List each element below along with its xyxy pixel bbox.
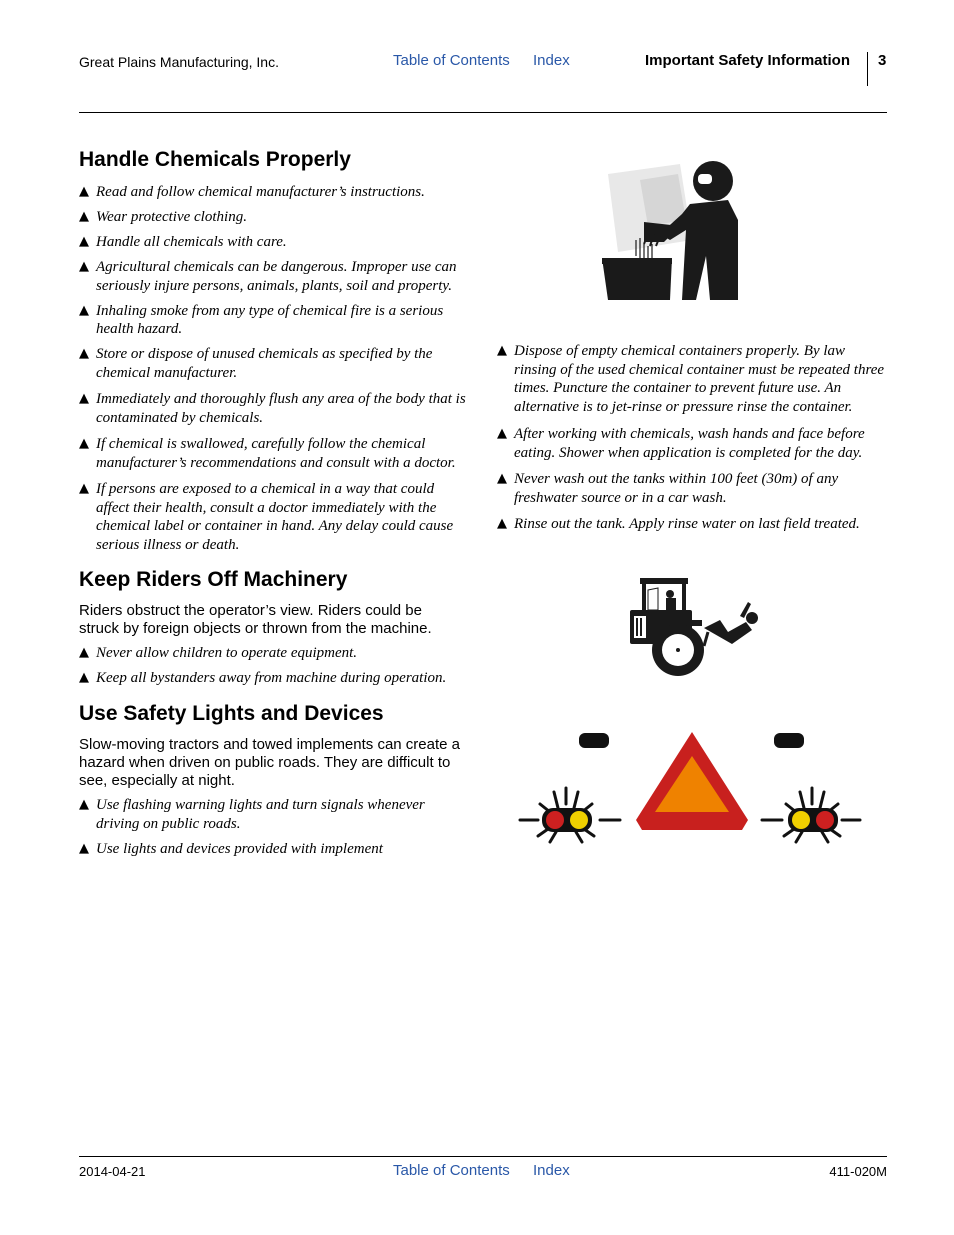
list-item: ▲ Read and follow chemical manufacturer’s instructions. bbox=[79, 184, 425, 200]
warning-triangle-icon: ▲ bbox=[79, 234, 89, 249]
list-item: ▲ If persons are exposed to a chemical in a way that could affect their health, consult a doctor immediately with the chemical label or container in hand. Any delay could cause serious illness or death. bbox=[79, 481, 454, 553]
warning-triangle-icon: ▲ bbox=[79, 302, 89, 318]
chemicals-bullets-left bbox=[79, 183, 471, 554]
footer-doc-number: 411-020M bbox=[829, 1164, 887, 1179]
warning-triangle-icon: ▲ bbox=[497, 516, 507, 531]
list-item: ▲ After working with chemicals, wash hands and face before eating. Shower when application is completed for the day. bbox=[497, 426, 865, 461]
chemicals-bullets-right bbox=[497, 342, 887, 534]
warning-triangle-icon: ▲ bbox=[79, 391, 89, 406]
amber-marker-left bbox=[579, 733, 609, 748]
lights-heading: Use Safety Lights and Devices bbox=[79, 702, 384, 725]
riders-intro: Riders obstruct the operator’s view. Riders could be struck by foreign objects or thrown from the machine. bbox=[79, 602, 432, 637]
warning-triangle-icon: ▲ bbox=[79, 346, 89, 361]
warning-triangle-icon: ▲ bbox=[79, 670, 89, 685]
lights-intro: Slow-moving tractors and towed implements can create a hazard when driven on public roads. They are difficult to see, especially at night. bbox=[79, 736, 461, 789]
amber-marker-right bbox=[774, 733, 804, 748]
warning-triangle-icon: ▲ bbox=[79, 797, 89, 812]
list-item: ▲ Inhaling smoke from any type of chemical fire is a serious health hazard. bbox=[79, 302, 444, 337]
header-section-title: Important Safety Information bbox=[645, 52, 851, 69]
footer-rule bbox=[79, 1156, 887, 1157]
list-item: ▲ Never allow children to operate equipment. bbox=[79, 645, 358, 661]
riders-heading: Keep Riders Off Machinery bbox=[79, 568, 348, 591]
warning-triangle-icon: ▲ bbox=[79, 209, 89, 224]
footer-toc-link[interactable]: Table of Contents bbox=[393, 1162, 510, 1179]
list-item: ▲ Store or dispose of unused chemicals as specified by the chemical manufacturer. bbox=[79, 346, 433, 381]
page-number: 3 bbox=[878, 52, 887, 69]
list-item: ▲ Rinse out the tank. Apply rinse water on last field treated. bbox=[497, 516, 860, 532]
smv-emblem-icon bbox=[636, 732, 748, 830]
chemical-handling-icon bbox=[600, 160, 740, 302]
list-item: ▲ Handle all chemicals with care. bbox=[79, 234, 287, 250]
warning-triangle-icon: ▲ bbox=[79, 840, 89, 856]
list-item: ▲ Use flashing warning lights and turn signals whenever driving on public roads. bbox=[79, 797, 425, 832]
header-rule bbox=[79, 112, 887, 113]
header-company: Great Plains Manufacturing, Inc. bbox=[79, 54, 279, 70]
chemicals-heading: Handle Chemicals Properly bbox=[79, 148, 351, 171]
list-item: ▲ Agricultural chemicals can be dangerous. Improper use can seriously injure persons, animals, plants, soil and property. bbox=[79, 259, 457, 294]
footer-date: 2014-04-21 bbox=[79, 1164, 146, 1179]
tractor-rider-icon bbox=[628, 576, 762, 678]
list-item: ▲ Dispose of empty chemical containers properly. By law rinsing of the used chemical container must be repeated three times. Puncture the container to prevent future use. An alternative is to jet-rinse or pressure rinse the container. bbox=[497, 343, 885, 415]
warning-triangle-icon: ▲ bbox=[79, 184, 89, 199]
warning-triangle-icon: ▲ bbox=[497, 471, 507, 486]
safety-lights-illustration bbox=[516, 728, 866, 848]
warning-triangle-icon: ▲ bbox=[79, 259, 89, 274]
warning-triangle-icon: ▲ bbox=[79, 481, 89, 496]
list-item: ▲ If chemical is swallowed, carefully follow the chemical manufacturer’s recommendations and consult with a doctor. bbox=[79, 436, 456, 471]
footer-index-link[interactable]: Index bbox=[533, 1162, 570, 1179]
warning-triangle-icon: ▲ bbox=[497, 343, 507, 358]
lights-bullets bbox=[79, 796, 471, 858]
warning-triangle-icon: ▲ bbox=[79, 436, 89, 451]
riders-bullets bbox=[79, 644, 471, 688]
warning-triangle-icon: ▲ bbox=[79, 645, 89, 660]
list-item: ▲ Keep all bystanders away from machine during operation. bbox=[79, 670, 447, 686]
list-item: ▲ Use lights and devices provided with implement bbox=[79, 840, 383, 857]
header-index-link[interactable]: Index bbox=[533, 52, 570, 69]
warning-triangle-icon: ▲ bbox=[497, 426, 507, 441]
list-item: ▲ Never wash out the tanks within 100 feet (30m) of any freshwater source or in a car wash. bbox=[497, 471, 839, 506]
header-toc-link[interactable]: Table of Contents bbox=[393, 52, 510, 69]
header-divider bbox=[867, 52, 868, 86]
list-item: ▲ Wear protective clothing. bbox=[79, 209, 247, 225]
list-item: ▲ Immediately and thoroughly flush any area of the body that is contaminated by chemicals. bbox=[79, 391, 466, 426]
